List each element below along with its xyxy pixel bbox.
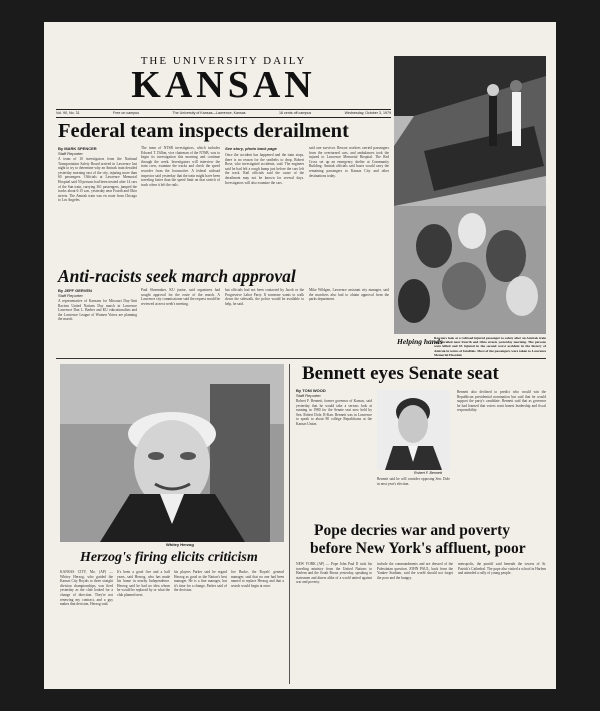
bennett-byline: By TONI WOOD bbox=[296, 388, 326, 393]
masthead-price: Free on campus bbox=[113, 111, 139, 115]
bennett-photo bbox=[377, 390, 450, 470]
bennett-column-3: Bennett also declined to predict who would win the Republican presidential nomination but said that he would support the party's candidate. Bennett said that as governor he had learned that voters want honest leadership and fiscal responsibility. bbox=[457, 390, 546, 413]
masthead-rule-bottom bbox=[56, 117, 391, 118]
vertical-divider bbox=[289, 364, 290, 684]
masthead-title: KANSAN bbox=[131, 64, 316, 106]
rescue-photo-caption: Rescuers look at a railroad injured passenger to safety after an Amtrak train was derailed near Fourth and Ohio streets yesterday morning. The persons were killed and 65 injured in the second worst accident in the history of Amtrak in terms of fatalities. Most of the passengers were taken to Lawrence Memorial Hospital. bbox=[434, 336, 546, 356]
pope-headline-line-1: Pope decries war and poverty bbox=[314, 522, 511, 539]
herzog-column-4: Joe Burke, the Royals' general manager, said that no one had been named to replace Herzog and that a search would begin at once. bbox=[231, 570, 284, 588]
racists-column-4: Mike Wildgen, Lawrence assistant city manager, said the marchers also had to obtain approval from the parks department. bbox=[309, 288, 389, 302]
herzog-photo-image bbox=[60, 364, 284, 542]
derailment-headline: Federal team inspects derailment bbox=[58, 120, 349, 142]
herzog-column-3: his players Parker said he regard Herzog as good as the Nation's best manager. He is a fine manager, but it's time for a change, Parker said of the decision. bbox=[174, 570, 227, 593]
racists-column-2: Paul Shoemaker, KU junior, said organizers had sought approval for the route of the march. A Lawrence city commissioner said the request would be reviewed at next week's meeting. bbox=[141, 288, 220, 306]
herzog-photo bbox=[60, 364, 284, 542]
bennett-byline-role: Staff Reporter bbox=[296, 393, 321, 398]
masthead-rule-top bbox=[56, 109, 391, 110]
rescue-photo-title: Helping hands bbox=[397, 337, 443, 346]
pope-column-2: include the commandments and are dressed of the Palestinian question. JOHN PAUL, back from the Yankee Stadium, said the world should not forget the poor and the hungry. bbox=[377, 562, 453, 580]
bennett-column-1: Robert F. Bennett, former governor of Kansas, said yesterday that he would take a serious look at running in 1980 for the Senate seat now held by Sen. Robert Dole, R-Kan. Bennett was in Lawrence to speak to about 80 college Republicans at the Kansas Union. bbox=[296, 399, 372, 426]
herzog-column-2: It's been a good five and a half years, said Herzog, who has made his home in nearby Independence. Herzog said he had no idea whom he would be replaced by or what the club planned next. bbox=[117, 570, 170, 597]
newspaper-page bbox=[44, 22, 556, 689]
derailment-column-4: said one survivor. Rescue workers carried passengers from the overturned cars, and ambulances took the injured to Lawrence Memorial Hospital. The Red Cross set up an emergency shelter at Community Building. Amtrak officials said buses would carry the remaining passengers to Kansas City and other destinations today. bbox=[309, 146, 389, 178]
herzog-column-1: KANSAS CITY, Mo. (AP) — Whitey Herzog, who guided the Kansas City Royals to three straight division championships, was fired yesterday as the club looked for a change of direction. They're not renewing my contract, and a guy makes that decision, Herzog said. bbox=[60, 570, 113, 607]
bennett-photo-caption: Bennett said he will consider opposing Sen. Dole in next year's election. bbox=[377, 477, 450, 486]
racists-byline-role: Staff Reporter bbox=[58, 293, 83, 298]
racists-byline: By JEFF GERVEN bbox=[58, 288, 92, 293]
masthead-date: Wednesday, October 3, 1979 bbox=[344, 111, 391, 115]
rescue-photo bbox=[394, 56, 546, 334]
racists-column-3: but officials had not been contacted by Jacob or the Progressive Labor Party. If someone wants to walk down the sidewalk, the police would be available to help, he said. bbox=[225, 288, 304, 306]
section-divider bbox=[56, 358, 546, 359]
herzog-headline: Herzog's firing elicits criticism bbox=[80, 550, 258, 565]
masthead-top-line: THE UNIVERSITY DAILY bbox=[140, 55, 307, 67]
derailment-jump-note: See story, photo back page bbox=[225, 146, 277, 151]
bennett-photo-image bbox=[377, 390, 450, 470]
pope-column-3: metropolis, the pontiff said beneath the towers of St. Patrick's Cathedral. The pope also visited a school in Harlem and attended a rally of young people. bbox=[458, 562, 546, 576]
racists-headline: Anti-racists seek march approval bbox=[58, 266, 296, 286]
pope-headline-line-2: before New York's affluent, poor bbox=[310, 540, 526, 557]
derailment-column-3: Once the accident has happened and the train stops, there is no reason for the seatbelts to drop, Robert Rose, who investigated accidents, said. The engineer said he had felt a rough bump just before the cars left the track. Rail officials said the cause of the derailment may not be known for several days. Investigators will also examine the cars. bbox=[225, 153, 304, 185]
masthead-pages: 16 cents off campus bbox=[279, 111, 312, 115]
rescue-photo-image bbox=[394, 56, 546, 334]
masthead-volume: Vol. 90, No. 31 bbox=[56, 111, 80, 115]
masthead-publisher: The University of Kansas—Lawrence, Kansas bbox=[172, 111, 246, 115]
derailment-column-2: The team of NTSB investigators, which includes Edward T. Dillon, vice chairman of the NTSB, was to begin its investigation this morning and continue through the week. Investigators will interview the train crew, examine the tracks and check the speed recorder from the locomotive. A federal railroad inspector said yesterday that the train might have been traveling faster than the speed limit on that stretch of track when it left the rails. bbox=[141, 146, 220, 187]
derailment-byline: By MARK SPENCER bbox=[58, 146, 97, 151]
derailment-byline-role: Staff Reporter bbox=[58, 151, 83, 156]
herzog-photo-label: Whitey Herzog bbox=[166, 542, 194, 547]
racists-column-1: A representative of Kansans for Missouri Day-Anti Racism United Nations Day march in Lawrence Lawrence Dan L. Barber and KU educationalists and the Lawrence League of Women Voters are planning the march. bbox=[58, 299, 137, 322]
bennett-photo-label: Robert F. Bennett bbox=[414, 471, 442, 475]
derailment-column-1: A team of 10 investigators from the National Transportation Safety Board arrived in Lawrence last night to try to determine why an Amtrak train derailed yesterday morning east of the city, injuring more than 60 passengers. Officials at Lawrence Memorial Hospital said 50 persons had been treated after 14 cars of the Sun train, carrying 361 passengers, jumped the tracks about 6:15 a.m. yesterday near Fourth and Ohio streets. The Amtrak train was en route from Chicago to Los Angeles. bbox=[58, 157, 137, 203]
pope-column-1: NEW YORK (AP) — Pope John Paul II took his traveling ministry from the United Nations to Harlem and the South Bronx yesterday, speaking to statesmen and diners alike of a world united against war and poverty. bbox=[296, 562, 372, 585]
bennett-headline: Bennett eyes Senate seat bbox=[302, 363, 499, 384]
masthead-dateline bbox=[56, 111, 391, 115]
